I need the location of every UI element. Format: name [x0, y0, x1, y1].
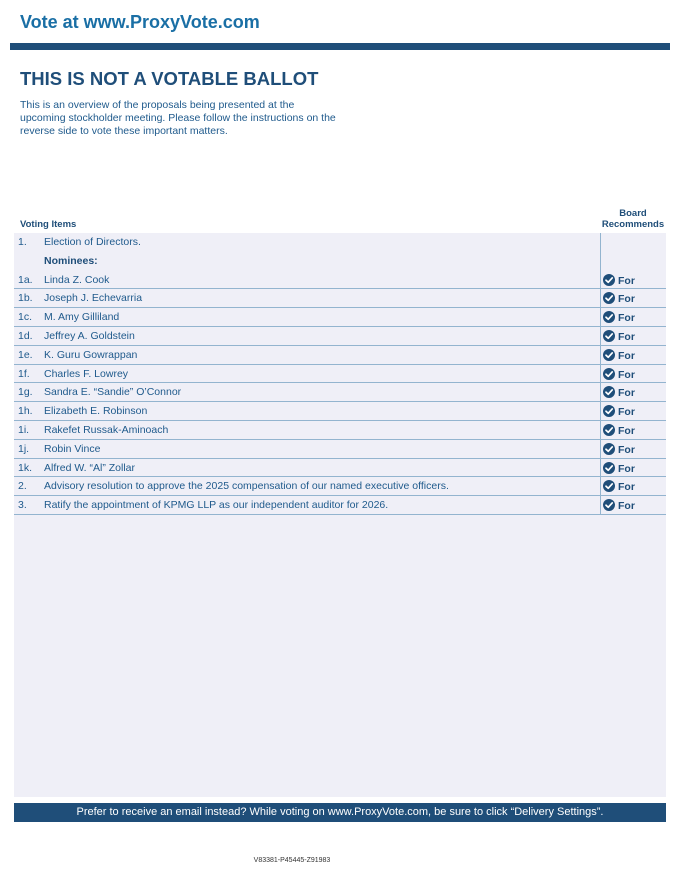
item-number: 1e. [18, 348, 33, 361]
recommendation-cell [600, 327, 666, 345]
check-circle-icon [603, 274, 615, 286]
item-number: 3. [18, 499, 27, 512]
footer-banner: Prefer to receive an email instead? While voting on www.ProxyVote.com, be sure to click “Delivery Settings”. [14, 803, 666, 822]
recommendation-cell [600, 308, 666, 326]
item-text: Robin Vince [44, 442, 101, 455]
recommendation-label: For [618, 312, 635, 325]
recommendation-label: For [618, 481, 635, 494]
recommendation-cell [600, 459, 666, 477]
item-text: K. Guru Gowrappan [44, 348, 138, 361]
check-circle-icon [603, 349, 615, 361]
recommendation-label: For [618, 462, 635, 475]
recommendation-cell [600, 402, 666, 420]
intro-text: This is an overview of the proposals being presented at the upcoming stockholder meeting. Please follow the instructions on the reverse side to vote these important matters. [20, 99, 336, 137]
check-circle-icon [603, 499, 615, 511]
item-number: 1b. [18, 292, 33, 305]
recommendation-cell [600, 383, 666, 401]
table-row [14, 496, 666, 515]
document-code: V83381-P45445-Z91983 [253, 857, 331, 864]
table-row [14, 365, 666, 384]
item-text: M. Amy Gilliland [44, 311, 120, 324]
item-text: Rakefet Russak-Aminoach [44, 423, 169, 436]
board-recommends-header [598, 208, 668, 230]
recommendation-label: For [618, 330, 635, 343]
nominees-label: Nominees: [44, 254, 98, 267]
item-text: Election of Directors. [44, 236, 141, 248]
board-recommends-line2: Recommends [601, 219, 665, 230]
recommendation-label: For [618, 368, 635, 381]
recommendation-label: For [618, 293, 635, 306]
header-rule [10, 43, 670, 50]
check-circle-icon [603, 462, 615, 474]
item-number: 1h. [18, 405, 33, 418]
table-row [14, 346, 666, 365]
item-text: Joseph J. Echevarria [44, 292, 143, 305]
recommendation-cell [600, 421, 666, 439]
item-text: Alfred W. “Al” Zollar [44, 461, 136, 474]
recommendation-label: For [618, 349, 635, 362]
recommendation-cell [600, 496, 666, 514]
check-circle-icon [603, 386, 615, 398]
recommendation-cell [600, 346, 666, 364]
check-circle-icon [603, 311, 615, 323]
item-number: 1i. [18, 423, 30, 436]
recommendation-label: For [618, 443, 635, 456]
recommendation-cell [600, 477, 666, 495]
item-text: Elizabeth E. Robinson [44, 405, 148, 418]
recommendation-label: For [618, 274, 635, 287]
page-title: THIS IS NOT A VOTABLE BALLOT [20, 68, 319, 89]
recommendation-label: For [618, 500, 635, 513]
table-row [14, 440, 666, 459]
recommendation-cell [600, 289, 666, 307]
item-number: 1g. [18, 386, 33, 399]
item-number: 1d. [18, 329, 33, 342]
table-row [14, 402, 666, 421]
recommendation-cell [600, 233, 666, 252]
table-row [14, 383, 666, 402]
item-number: 1a. [18, 273, 33, 286]
voting-items-header: Voting Items [20, 219, 77, 230]
table-row [14, 289, 666, 308]
recommendation-label: For [618, 387, 635, 400]
check-circle-icon [603, 443, 615, 455]
item-text: Sandra E. “Sandie” O’Connor [44, 386, 182, 399]
item-number: 1. [18, 236, 27, 248]
table-row [14, 308, 666, 327]
table-row [14, 477, 666, 496]
check-circle-icon [603, 424, 615, 436]
item-number: 1j. [18, 442, 30, 455]
item-text: Advisory resolution to approve the 2025 compensation of our named executive officers. [44, 480, 449, 493]
table-row [14, 233, 666, 252]
board-recommends-line1: Board [619, 208, 647, 219]
table-row [14, 252, 666, 271]
recommendation-cell [600, 252, 666, 271]
table-row [14, 327, 666, 346]
header-title: Vote at www.ProxyVote.com [20, 12, 260, 32]
table-row [14, 271, 666, 290]
table-row [14, 459, 666, 478]
item-number: 2. [18, 480, 27, 493]
check-circle-icon [603, 368, 615, 380]
item-number: 1k. [18, 461, 33, 474]
check-circle-icon [603, 480, 615, 492]
voting-items-table [14, 233, 666, 515]
item-number: 1f. [18, 367, 30, 380]
check-circle-icon [603, 405, 615, 417]
recommendation-cell [600, 365, 666, 383]
check-circle-icon [603, 330, 615, 342]
table-row [14, 421, 666, 440]
recommendation-label: For [618, 424, 635, 437]
item-text: Charles F. Lowrey [44, 367, 129, 380]
recommendation-cell [600, 271, 666, 289]
check-circle-icon [603, 292, 615, 304]
item-text: Jeffrey A. Goldstein [44, 329, 135, 342]
item-number: 1c. [18, 311, 33, 324]
item-text: Linda Z. Cook [44, 273, 110, 286]
item-text: Ratify the appointment of KPMG LLP as our independent auditor for 2026. [44, 499, 389, 512]
recommendation-label: For [618, 406, 635, 419]
recommendation-cell [600, 440, 666, 458]
